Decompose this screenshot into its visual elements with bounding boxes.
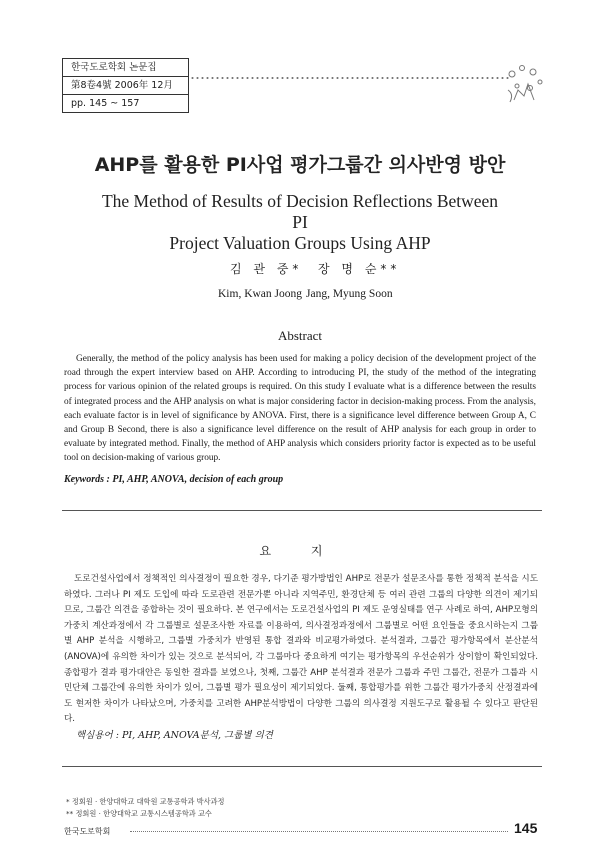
author2-english: Jang, Myung Soon	[306, 288, 393, 300]
journal-name: 한국도로학회 논문집	[63, 59, 188, 77]
author2-korean: 장 명 순**	[318, 262, 401, 276]
footnotes	[66, 796, 224, 820]
footer-dotted-rule	[130, 831, 508, 832]
abstract-keywords: Keywords : PI, AHP, ANOVA, decision of each group	[64, 474, 284, 485]
footnote-divider	[62, 766, 542, 767]
dotted-header-rule	[190, 74, 510, 82]
paper-title-korean: AHP를 활용한 PI사업 평가그룹간 의사반영 방안	[94, 154, 506, 176]
section-divider	[62, 510, 542, 511]
journal-pages: pp. 145 ~ 157	[71, 98, 140, 109]
footer-society: 한국도로학회	[64, 827, 111, 836]
abstract-heading: Abstract	[277, 328, 323, 343]
decorative-flower-icon	[500, 60, 546, 106]
author1-korean: 김 관 중*	[230, 262, 303, 276]
journal-info-box	[62, 58, 189, 113]
author1-english: Kim, Kwan Joong	[218, 288, 303, 300]
paper-title-english-line2: Project Valuation Groups Using AHP	[169, 233, 431, 253]
paper-title-english	[100, 191, 500, 254]
yoji-heading: 요 지	[259, 544, 341, 558]
footnote-2: ** 정회원 · 한양대학교 교통시스템공학과 교수	[66, 809, 212, 818]
abstract-body: Generally, the method of the policy analysis has been used for making a policy decision of the development project of the road through the expert interview based on AHP. According to introducing PI, the study of the method of the integrating process for various opinion of the related groups is required. On this study I evaluate what is a difference between the results of integrated process and the AHP analysis on what is major considering factor in decision-making process. From the analysis, each evaluate factor is in level of significance by ANOVA. First, there is a significance level difference between Group A, C and Group B Second, there is also a significance level difference on the result of AHP analysis for each group in order to evaluate by integrated method. Finally, the method of AHP analysis which considers priority factor is expected as to be useful tool on decision-making of various group.	[64, 354, 536, 464]
yoji-body: 도로건설사업에서 정책적인 의사결정이 필요한 경우, 다기준 평가방법인 AHP로 전문가 설문조사를 통한 정책적 분석을 시도하였다. 그러나 PI 제도 도입에 따라 도로관련 전문가뿐 아니라 지역주민, 환경단체 등 여러 관련 그룹의 다양한 의견이 제기되므로, 그룹간 의견을 종합하는 것이 필요하다. 본 연구에서는 도로건설사업의 PI 제도 운영실태를 연구 사례로 하여, AHP모형의 가중치 계산과정에서 각 그룹별로 설문조사한 자료를 이용하여, 의사결정과정에서 그룹별로 어떤 요인들을 중요시하는지 그룹별 AHP 분석을 시행하고, 그룹별 가중치가 반영된 통합 결과와 비교평가하였다. 분석결과, 그룹간 평가항목에서 분산분석(ANOVA)에 유의한 차이가 있는 것으로 분석되어, 각 그룹마다 중요하게 여기는 평가항목의 우선순위가 상이함이 확인되었다. 종합평가 결과 평가대안은 동일한 결과를 보였으나, 첫째, 그룹간 AHP 분석결과 전문가 그룹과 주민 그룹간, 전문가 그룹과 시민단체 그룹간에 유의한 차이가 있어, 그룹별 평가 필요성이 제기되었다. 둘째, 통합평가를 위한 그룹간 평가가중치 산정결과에도 현저한 차이가 나타났으며, 가중치를 고려한 AHP분석방법이 다양한 그룹의 의사결정 지원도구로 활용될 수 있다고 판단된다.	[64, 574, 538, 725]
paper-title-english-line1: The Method of Results of Decision Reflections Between PI	[101, 191, 499, 232]
journal-volume: 第8卷4號 2006年 12月	[63, 77, 188, 95]
yoji-keywords: 핵심용어 : PI, AHP, ANOVA분석, 그룹별 의견	[76, 730, 273, 741]
footnote-1: * 정회원 · 한양대학교 대학원 교통공학과 박사과정	[66, 797, 225, 806]
page-number: 145	[514, 820, 538, 836]
